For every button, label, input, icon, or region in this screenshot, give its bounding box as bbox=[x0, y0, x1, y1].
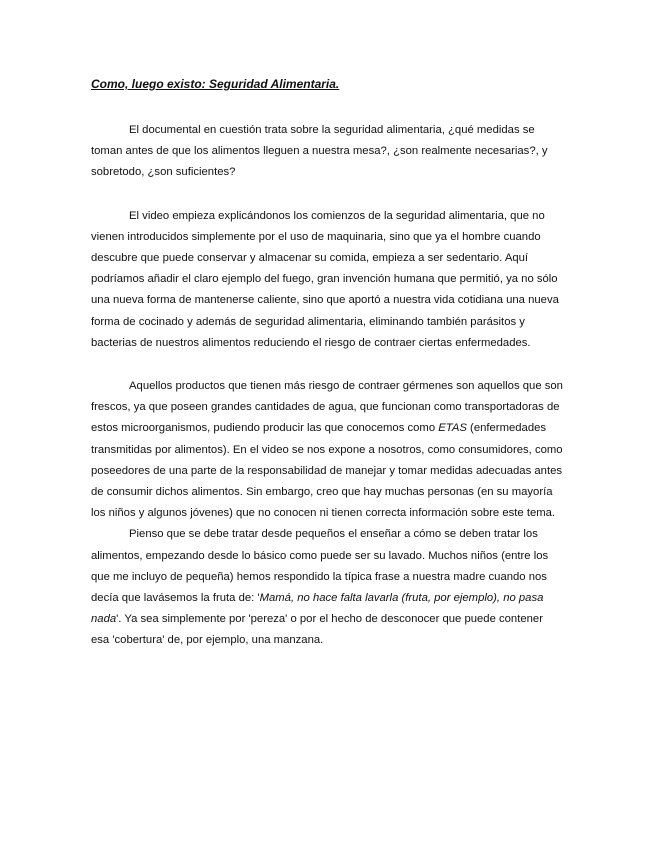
paragraph-4-text-a: Pienso que se debe tratar desde pequeños el enseñar a cómo se deben tratar los alimentos, empezando desde lo básico como puede ser su lavado. Muchos niños (entre los que me incluyo de pequeña) hemos respondido la típica frase a nuestra madre cuando nos decía que lavásemos la fruta de: ' bbox=[91, 528, 549, 605]
paragraph-1: El documental en cuestión trata sobre la seguridad alimentaria, ¿qué medidas se toman antes de que los alimentos lleguen a nuestra mesa?, ¿son realmente necesarias?, y sobretodo, ¿son suficientes? bbox=[91, 124, 548, 179]
paragraph-gap bbox=[91, 354, 563, 376]
paragraph-3-text-b: (enfermedades transmitidas por alimentos). En el video se nos expone a nosotros, como consumidores, como poseedores de una parte de la responsabilidad de manejar y tomar medidas adecuadas antes de consumir dichos alimentos. Sin embargo, creo que hay muchas personas (en su mayoría los niños y algunos jóvenes) que no conocen ni tienen correcta información sobre este tema. bbox=[91, 422, 563, 520]
paragraph-3 bbox=[91, 376, 563, 524]
paragraph-4 bbox=[91, 524, 563, 651]
document-title: Como, luego existo: Seguridad Alimentaria. bbox=[91, 77, 340, 91]
paragraph-2: El video empieza explicándonos los comienzos de la seguridad alimentaria, que no vienen introducidos simplemente por el uso de maquinaria, sino que ya el hombre cuando descubre que puede conservar y almacenar su comida, empieza a ser sedentario. Aquí podríamos añadir el claro ejemplo del fuego, gran invención humana que permitió, ya no sólo una nueva forma de mantenerse caliente, sino que aportó a nuestra vida cotidiana una nueva forma de cocinado y además de seguridad alimentaria, eliminando también parásitos y bacterias de nuestros alimentos reduciendo el riesgo de contraer ciertas enfermedades. bbox=[91, 209, 559, 349]
paragraph-3-emphasis: ETAS bbox=[438, 422, 467, 435]
paragraph-gap bbox=[91, 184, 563, 206]
paragraph-4-text-b: '. Ya sea simplemente por 'pereza' o por el hecho de desconocer que puede contener esa 'cobertura' de, por ejemplo, una manzana. bbox=[91, 613, 543, 647]
paragraph-4-emphasis: Mamá, no hace falta lavarla (fruta, por ejemplo), no pasa nada bbox=[91, 592, 544, 626]
paragraph-3-text-a: Aquellos productos que tienen más riesgo de contraer gérmenes son aquellos que son frescos, ya que poseen grandes cantidades de agua, que funcionan como transportadoras de estos microorganismos, pudiendo producir las que conocemos como bbox=[91, 380, 563, 435]
